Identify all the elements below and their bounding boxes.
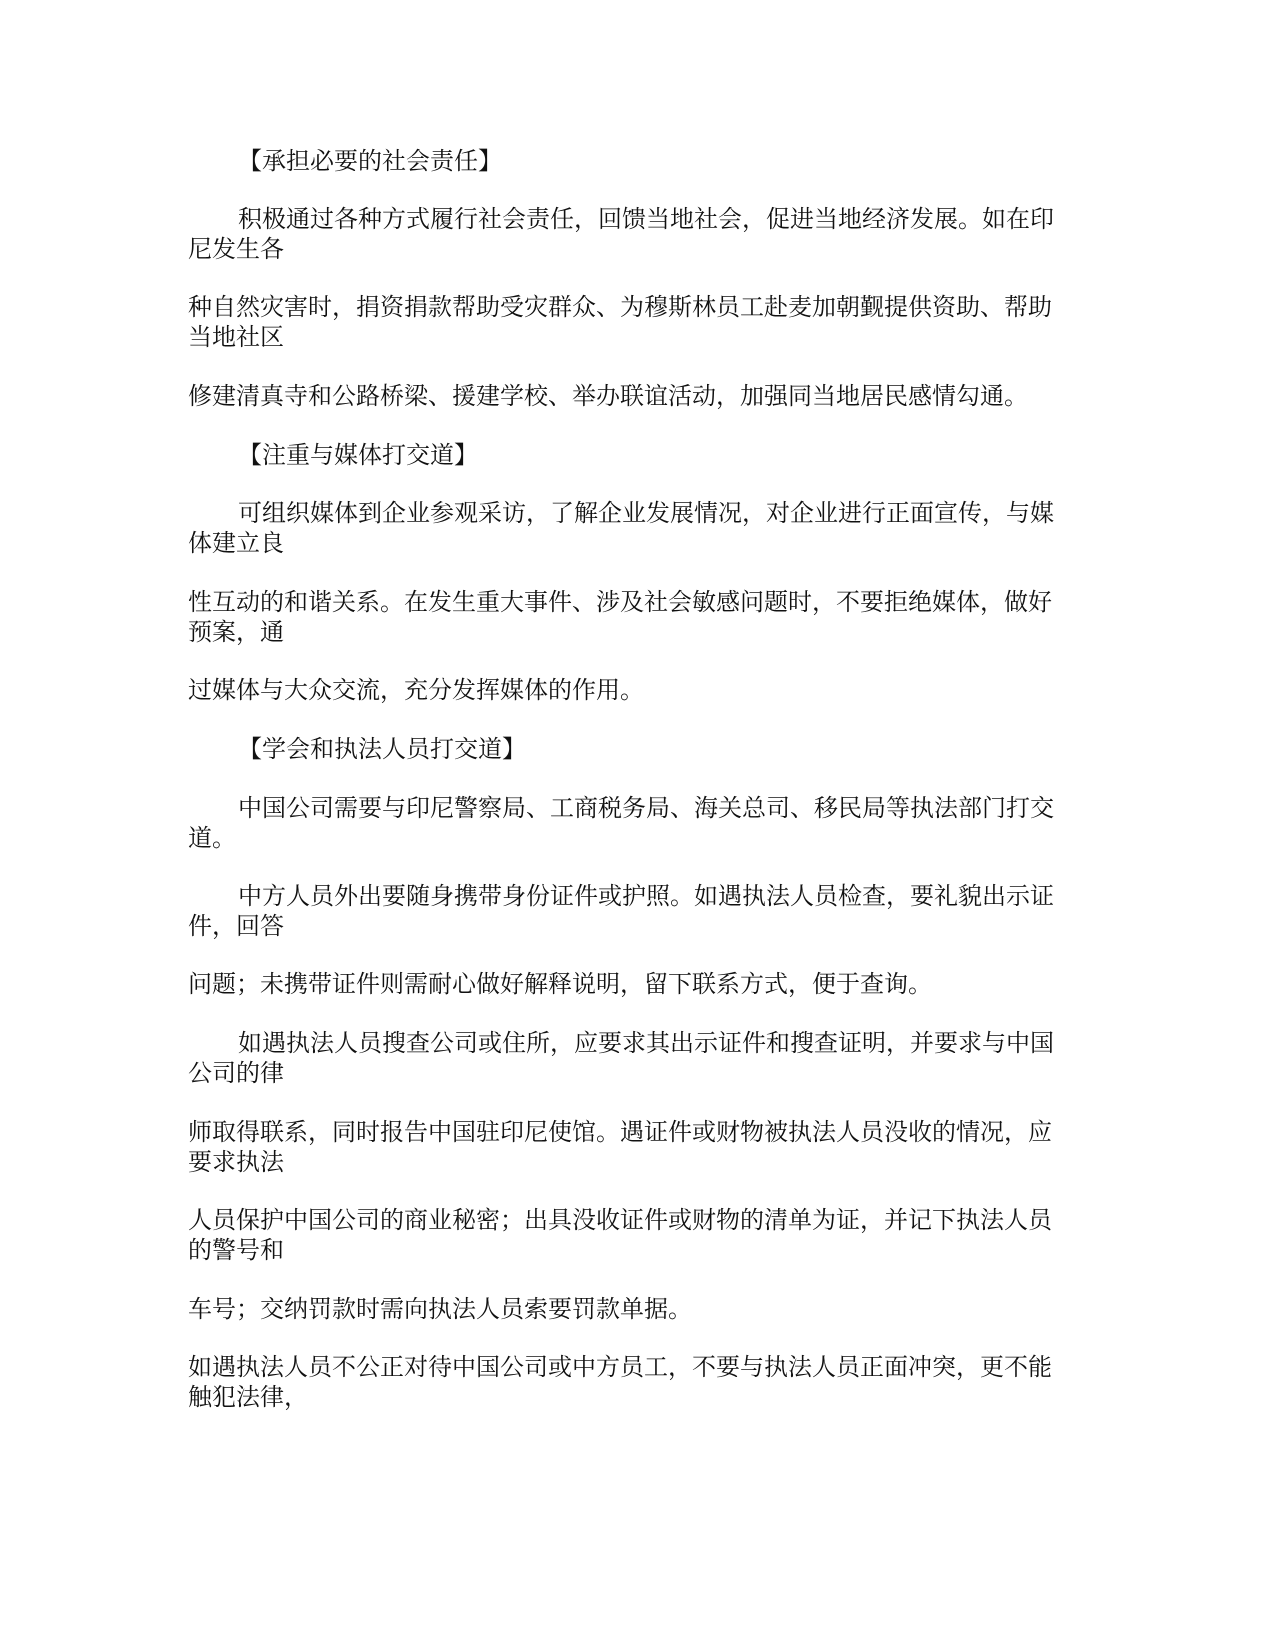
paragraph-line: 公司的律	[188, 1059, 284, 1087]
paragraph-line: 当地社区	[188, 323, 284, 351]
paragraph-line: 道。	[188, 824, 236, 852]
paragraph-line: 积极通过各种方式履行社会责任，回馈当地社会，促进当地经济发展。如在印	[238, 205, 1054, 233]
paragraph-line: 种自然灾害时，捐资捐款帮助受灾群众、为穆斯林员工赴麦加朝觐提供资助、帮助	[188, 293, 1052, 321]
heading-media: 【注重与媒体打交道】	[238, 441, 478, 469]
paragraph-line: 如遇执法人员不公正对待中国公司或中方员工，不要与执法人员正面冲突，更不能	[188, 1353, 1052, 1381]
paragraph-line: 如遇执法人员搜查公司或住所，应要求其出示证件和搜查证明，并要求与中国	[238, 1029, 1054, 1057]
paragraph-line: 件，回答	[188, 912, 284, 940]
paragraph-line: 人员保护中国公司的商业秘密；出具没收证件或财物的清单为证，并记下执法人员	[188, 1206, 1052, 1234]
paragraph-line: 车号；交纳罚款时需向执法人员索要罚款单据。	[188, 1295, 692, 1323]
paragraph-line: 中国公司需要与印尼警察局、工商税务局、海关总司、移民局等执法部门打交	[238, 794, 1054, 822]
paragraph-line: 可组织媒体到企业参观采访，了解企业发展情况，对企业进行正面宣传，与媒	[238, 499, 1054, 527]
paragraph-line: 尼发生各	[188, 235, 284, 263]
paragraph-line: 的警号和	[188, 1236, 284, 1264]
paragraph-line: 触犯法律，	[188, 1383, 308, 1411]
paragraph-line: 修建清真寺和公路桥梁、援建学校、举办联谊活动，加强同当地居民感情勾通。	[188, 382, 1028, 410]
paragraph-line: 体建立良	[188, 529, 284, 557]
paragraph-line: 性互动的和谐关系。在发生重大事件、涉及社会敏感问题时，不要拒绝媒体，做好	[188, 588, 1052, 616]
paragraph-line: 问题；未携带证件则需耐心做好解释说明，留下联系方式，便于查询。	[188, 970, 932, 998]
heading-law-enforcement: 【学会和执法人员打交道】	[238, 735, 526, 763]
paragraph-line: 要求执法	[188, 1148, 284, 1176]
paragraph-line: 师取得联系，同时报告中国驻印尼使馆。遇证件或财物被执法人员没收的情况，应	[188, 1118, 1052, 1146]
paragraph-line: 中方人员外出要随身携带身份证件或护照。如遇执法人员检查，要礼貌出示证	[238, 882, 1054, 910]
paragraph-line: 过媒体与大众交流，充分发挥媒体的作用。	[188, 676, 644, 704]
heading-social-responsibility: 【承担必要的社会责任】	[238, 147, 502, 175]
paragraph-line: 预案，通	[188, 618, 284, 646]
